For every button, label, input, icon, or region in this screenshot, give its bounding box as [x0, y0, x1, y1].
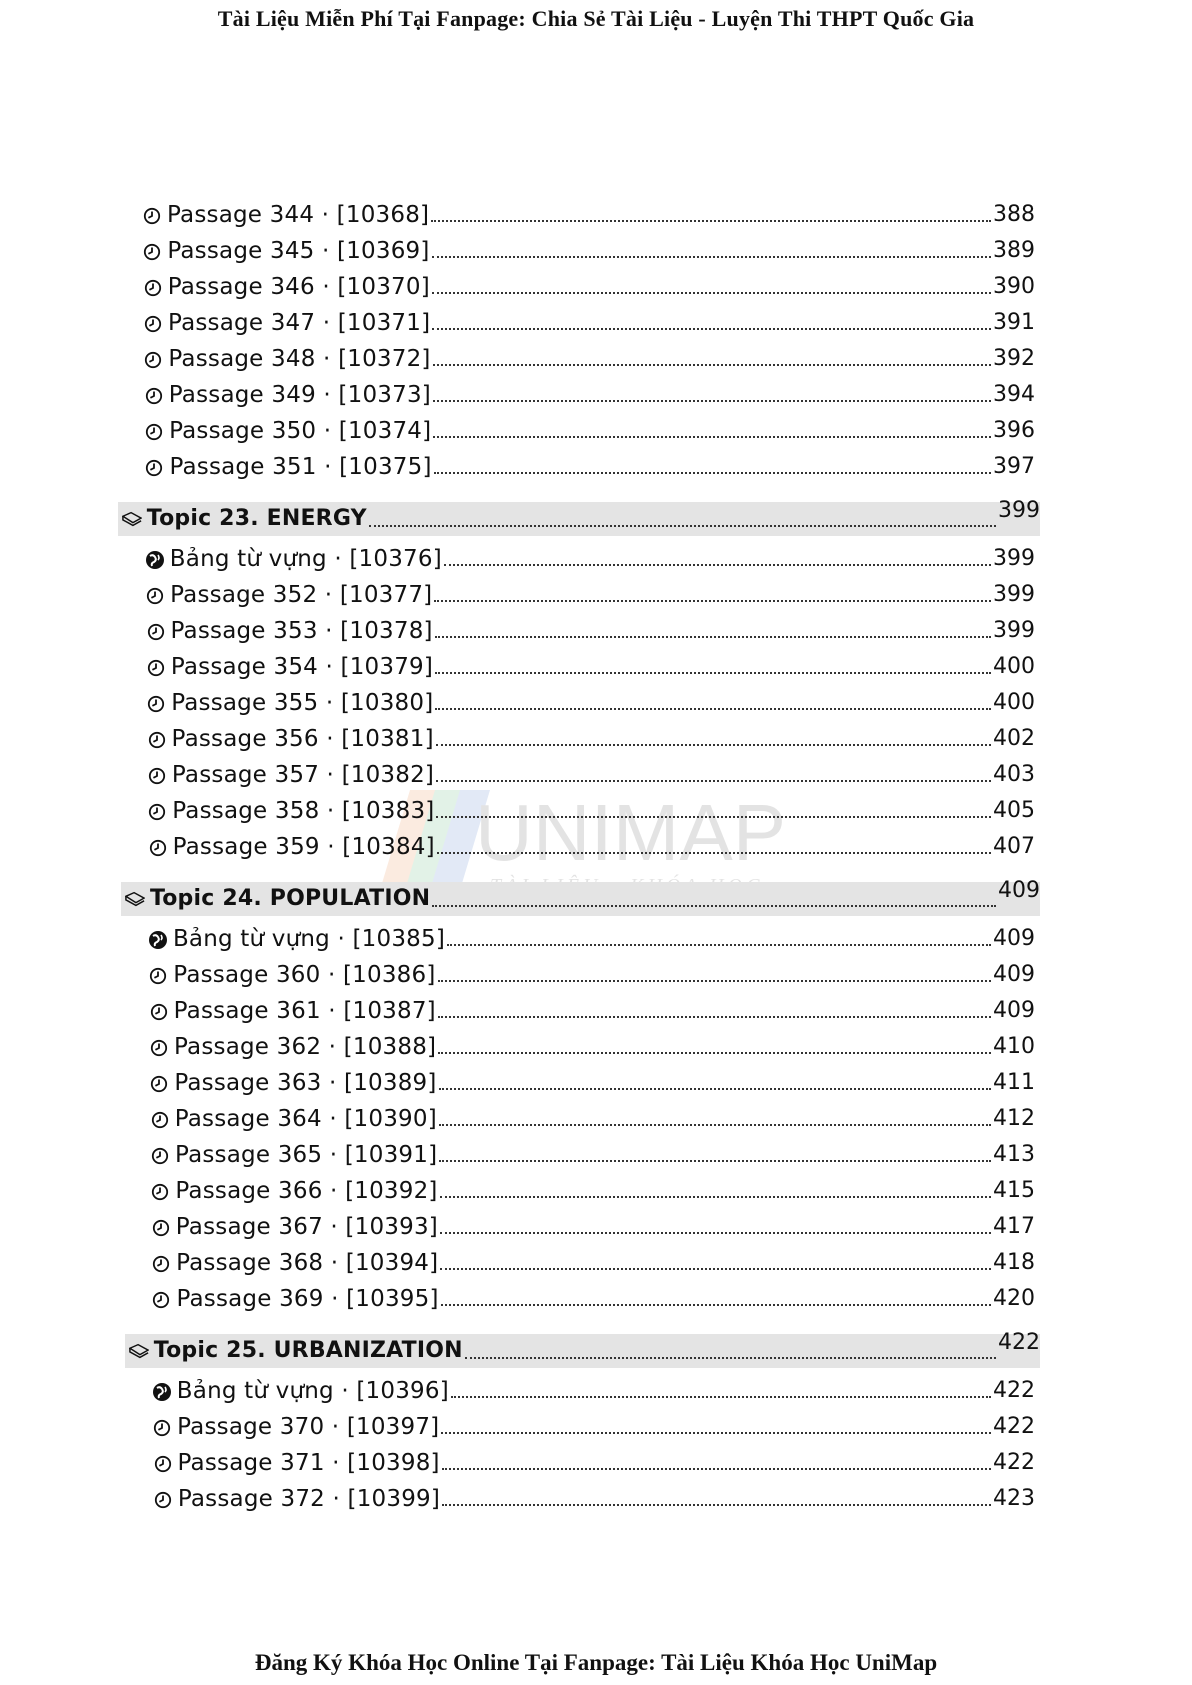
toc-entry-label: Passage 350 · [10374]	[169, 418, 432, 444]
dot-leader	[432, 904, 996, 907]
toc-entry-label: Passage 348 · [10372]	[168, 346, 431, 372]
clock-icon	[149, 1002, 169, 1022]
clock-icon	[143, 278, 163, 298]
toc-passage-row[interactable]	[147, 796, 1035, 826]
clock-icon	[142, 242, 162, 262]
toc-entry-label: Passage 365 · [10391]	[175, 1142, 438, 1168]
toc-passage-row[interactable]	[153, 1448, 1036, 1478]
dot-leader	[444, 563, 991, 566]
toc-passage-row[interactable]	[147, 760, 1035, 790]
dot-leader	[441, 1431, 991, 1434]
dot-leader	[465, 1356, 996, 1359]
dot-leader	[434, 471, 991, 474]
clock-icon	[147, 730, 167, 750]
toc-topic-row[interactable]	[118, 498, 1040, 536]
toc-passage-row[interactable]	[150, 1176, 1035, 1206]
toc-entry-label: Passage 360 · [10386]	[173, 962, 436, 988]
toc-page-number: 415	[992, 1178, 1035, 1203]
toc-page-number: 400	[992, 690, 1035, 715]
toc-page-number: 394	[993, 382, 1035, 407]
toc-entry-label: Passage 347 · [10371]	[168, 310, 431, 336]
toc-topic-row[interactable]	[125, 1330, 1040, 1368]
dot-leader	[433, 363, 991, 366]
clock-icon	[150, 1146, 170, 1166]
globe-icon	[148, 930, 168, 950]
svg-text:UNIMAP: UNIMAP	[475, 788, 787, 877]
toc-vocab-row[interactable]	[145, 544, 1035, 574]
toc-page-number: 399	[992, 546, 1035, 571]
clock-icon	[142, 206, 162, 226]
toc-page-number: 422	[997, 1330, 1040, 1355]
dot-leader	[451, 1395, 991, 1398]
toc-entry-label: Passage 345 · [10369]	[167, 238, 430, 264]
dot-leader	[433, 399, 991, 402]
toc-entry-label: Bảng từ vựng · [10396]	[176, 1378, 449, 1404]
dot-leader	[436, 743, 991, 746]
toc-page-number: 422	[992, 1414, 1035, 1439]
toc-passage-row[interactable]	[149, 996, 1035, 1026]
toc-entry-label: Bảng từ vựng · [10376]	[169, 546, 442, 572]
dot-leader	[435, 707, 991, 710]
toc-entry-label: Passage 354 · [10379]	[170, 654, 434, 680]
dot-leader	[438, 1051, 991, 1054]
toc-passage-row[interactable]	[153, 1484, 1035, 1514]
clock-icon	[146, 622, 166, 642]
clock-icon	[147, 766, 167, 786]
book-icon	[125, 889, 145, 909]
page-header: Tài Liệu Miễn Phí Tại Fanpage: Chia Sẻ Tài Liệu - Luyện Thi THPT Quốc Gia	[217, 6, 975, 31]
clock-icon	[149, 1074, 169, 1094]
toc-entry-label: Passage 358 · [10383]	[172, 798, 435, 824]
toc-page-number: 410	[993, 1034, 1035, 1059]
toc-passage-row[interactable]	[143, 272, 1035, 302]
clock-icon	[150, 1110, 170, 1130]
dot-leader	[447, 943, 991, 946]
toc-entry-label: Passage 368 · [10394]	[176, 1250, 439, 1276]
toc-entry-label: Topic 24. POPULATION	[149, 886, 431, 911]
toc-passage-row[interactable]	[147, 724, 1035, 754]
book-icon	[122, 509, 142, 529]
toc-page-number: 390	[992, 274, 1035, 299]
dot-leader	[439, 1159, 991, 1162]
toc-passage-row[interactable]	[151, 1212, 1035, 1242]
clock-icon	[145, 586, 165, 606]
toc-page-number: 411	[992, 1070, 1035, 1095]
clock-icon	[153, 1490, 173, 1510]
dot-leader	[436, 779, 991, 782]
toc-entry-label: Topic 23. ENERGY	[146, 506, 367, 531]
toc-page-number: 409	[997, 878, 1040, 903]
toc-vocab-row[interactable]	[148, 924, 1035, 954]
clock-icon	[143, 350, 163, 370]
dot-leader	[439, 1087, 991, 1090]
toc-page-number: 418	[992, 1250, 1035, 1275]
dot-leader	[442, 1503, 991, 1506]
clock-icon	[147, 802, 167, 822]
toc-page-number: 413	[992, 1142, 1035, 1167]
toc-passage-row[interactable]	[146, 652, 1035, 682]
toc-page-number: 405	[993, 798, 1035, 823]
toc-page-number: 422	[992, 1378, 1035, 1403]
clock-icon	[153, 1454, 173, 1474]
dot-leader	[438, 979, 991, 982]
toc-entry-label: Passage 356 · [10381]	[171, 726, 434, 752]
clock-icon	[144, 458, 164, 478]
toc-page-number: 399	[993, 618, 1035, 643]
toc-page-number: 409	[992, 926, 1035, 951]
dot-leader	[442, 1467, 991, 1470]
toc-passage-row[interactable]	[146, 616, 1036, 646]
toc-passage-row[interactable]	[152, 1412, 1035, 1442]
toc-topic-row[interactable]	[121, 878, 1040, 916]
toc-passage-row[interactable]	[151, 1248, 1035, 1278]
toc-entry-label: Passage 359 · [10384]	[172, 834, 435, 860]
dot-leader	[441, 1303, 991, 1306]
clock-icon	[144, 386, 164, 406]
clock-icon	[144, 422, 164, 442]
toc-passage-row[interactable]	[150, 1104, 1035, 1134]
dot-leader	[440, 1195, 991, 1198]
dot-leader	[439, 1123, 991, 1126]
dot-leader	[433, 435, 991, 438]
clock-icon	[152, 1418, 172, 1438]
clock-icon	[143, 314, 163, 334]
toc-page-number: 402	[992, 726, 1035, 751]
clock-icon	[151, 1254, 171, 1274]
toc-page-number: 409	[992, 998, 1035, 1023]
toc-passage-row[interactable]	[142, 200, 1035, 230]
toc-entry-label: Passage 355 · [10380]	[171, 690, 434, 716]
toc-entry-label: Passage 363 · [10389]	[174, 1070, 437, 1096]
toc-page-number: 391	[992, 310, 1035, 335]
toc-page-number: 403	[992, 762, 1035, 787]
toc-vocab-row[interactable]	[152, 1376, 1035, 1406]
dot-leader	[432, 291, 991, 294]
toc-passage-row[interactable]	[148, 960, 1035, 990]
dot-leader	[432, 327, 991, 330]
toc-page-number: 397	[992, 454, 1035, 479]
toc-passage-row[interactable]	[144, 416, 1035, 446]
toc-passage-row[interactable]	[144, 380, 1035, 410]
toc-passage-row[interactable]	[151, 1284, 1035, 1314]
dot-leader	[431, 219, 991, 222]
toc-page-number: 399	[997, 498, 1040, 523]
toc-entry-label: Passage 367 · [10393]	[175, 1214, 438, 1240]
toc-passage-row[interactable]	[143, 308, 1035, 338]
toc-entry-label: Passage 372 · [10399]	[177, 1486, 441, 1512]
toc-entry-label: Passage 362 · [10388]	[174, 1034, 437, 1060]
toc-page-number: 420	[992, 1286, 1035, 1311]
toc-entry-label: Passage 364 · [10390]	[174, 1106, 437, 1132]
toc-page-number: 399	[992, 582, 1035, 607]
toc-page-number: 423	[992, 1486, 1035, 1511]
toc-page-number: 412	[992, 1106, 1035, 1131]
dot-leader	[435, 671, 991, 674]
toc-passage-row[interactable]	[149, 1068, 1035, 1098]
toc-passage-row[interactable]	[150, 1140, 1035, 1170]
toc-entry-label: Passage 369 · [10395]	[176, 1286, 439, 1312]
toc-passage-row[interactable]	[148, 832, 1035, 862]
toc-entry-label: Bảng từ vựng · [10385]	[172, 926, 446, 952]
toc-entry-label: Passage 361 · [10387]	[173, 998, 436, 1024]
toc-entry-label: Passage 352 · [10377]	[170, 582, 433, 608]
clock-icon	[146, 658, 166, 678]
toc-page-number: 388	[993, 202, 1035, 227]
toc-page-number: 396	[992, 418, 1035, 443]
toc-entry-label: Passage 344 · [10368]	[167, 202, 430, 228]
dot-leader	[437, 851, 991, 854]
toc-page-number: 422	[993, 1450, 1035, 1475]
clock-icon	[151, 1290, 171, 1310]
globe-icon	[152, 1382, 172, 1402]
dot-leader	[436, 815, 991, 818]
toc-entry-label: Passage 349 · [10373]	[168, 382, 431, 408]
toc-page-number: 392	[992, 346, 1035, 371]
toc-entry-label: Passage 366 · [10392]	[175, 1178, 438, 1204]
dot-leader	[434, 599, 991, 602]
clock-icon	[150, 1182, 170, 1202]
toc-page-number: 389	[992, 238, 1035, 263]
toc-page-number: 407	[992, 834, 1035, 859]
toc-entry-label: Passage 371 · [10398]	[177, 1450, 440, 1476]
page-footer: Đăng Ký Khóa Học Online Tại Fanpage: Tài Liệu Khóa Học UniMap	[254, 1650, 938, 1675]
toc-entry-label: Topic 25. URBANIZATION	[153, 1338, 463, 1363]
toc-entry-label: Passage 370 · [10397]	[177, 1414, 440, 1440]
clock-icon	[149, 1038, 169, 1058]
toc-entry-label: Passage 353 · [10378]	[170, 618, 433, 644]
toc-passage-row[interactable]	[142, 236, 1035, 266]
toc-passage-row[interactable]	[149, 1032, 1035, 1062]
clock-icon	[146, 694, 166, 714]
toc-passage-row[interactable]	[144, 452, 1035, 482]
toc-page-number: 400	[992, 654, 1035, 679]
toc-entry-label: Passage 351 · [10375]	[169, 454, 432, 480]
toc-passage-row[interactable]	[145, 580, 1035, 610]
dot-leader	[440, 1267, 991, 1270]
dot-leader	[438, 1015, 991, 1018]
toc-page-number: 409	[992, 962, 1035, 987]
clock-icon	[148, 966, 168, 986]
dot-leader	[432, 255, 991, 258]
globe-icon	[145, 550, 165, 570]
clock-icon	[151, 1218, 171, 1238]
dot-leader	[435, 635, 991, 638]
book-icon	[129, 1341, 149, 1361]
clock-icon	[148, 838, 168, 858]
dot-leader	[440, 1231, 991, 1234]
toc-entry-label: Passage 357 · [10382]	[171, 762, 435, 788]
toc-entry-label: Passage 346 · [10370]	[167, 274, 430, 300]
toc-passage-row[interactable]	[146, 688, 1035, 718]
toc-passage-row[interactable]	[143, 344, 1035, 374]
toc-page-number: 417	[993, 1214, 1035, 1239]
dot-leader	[369, 524, 996, 527]
